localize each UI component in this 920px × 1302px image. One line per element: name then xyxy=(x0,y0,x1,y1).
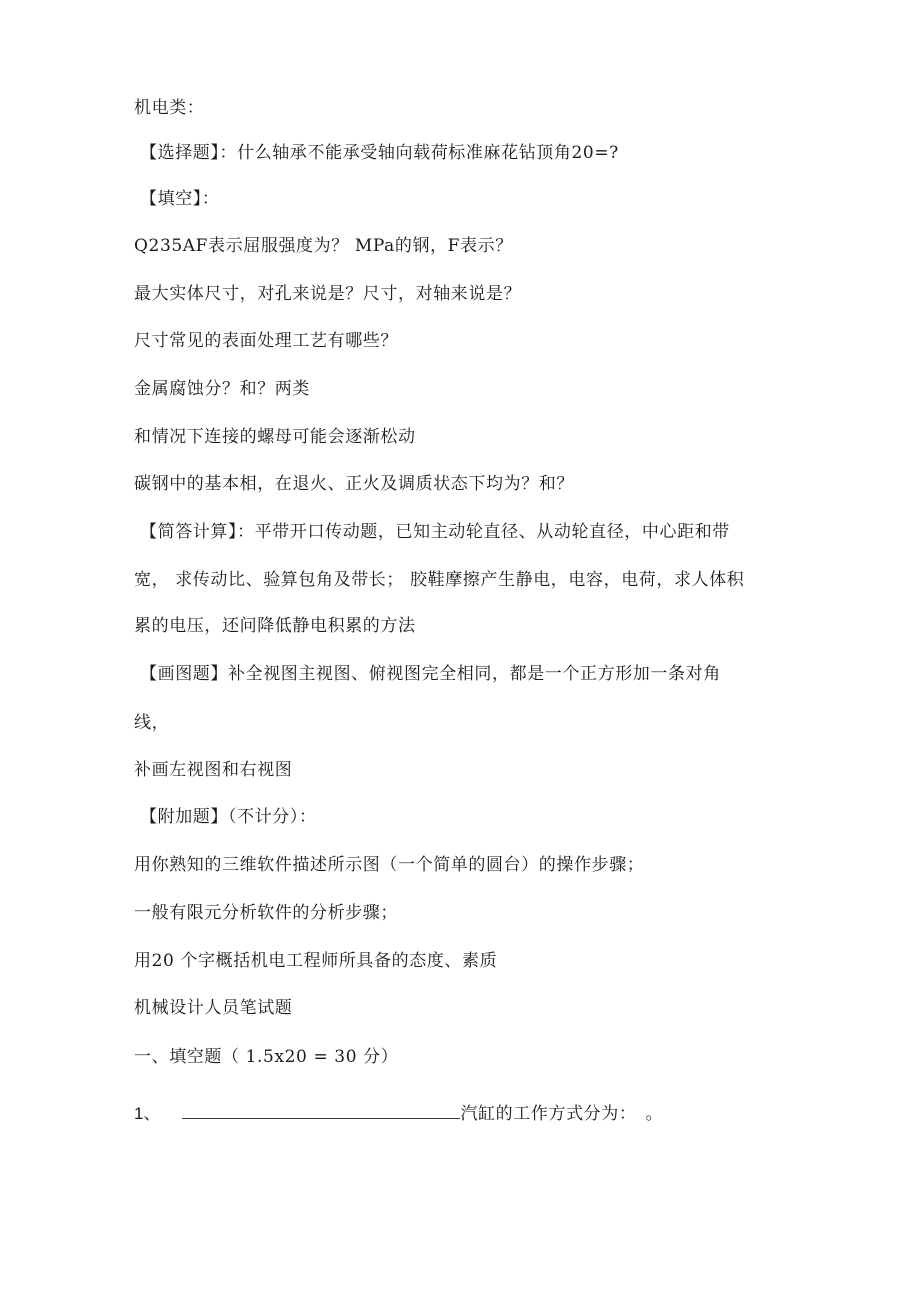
fill-item-1: Q235AF表示屈服强度为？ MPa的钢，F表示？ xyxy=(134,236,513,256)
fill-item-6: 碳钢中的基本相，在退火、正火及调质状态下均为？和？ xyxy=(134,474,574,494)
fill-blank-header: 【填空】： xyxy=(140,189,220,209)
question-1-text: 汽缸的工作方式分为： 。 xyxy=(460,1104,664,1124)
extra-question-3: 用20 个字概括机电工程师所具备的态度、素质 xyxy=(134,951,498,971)
drawing-question-line-3: 补画左视图和右视图 xyxy=(134,760,293,780)
part-one-heading: 一、填空题（ 1.5x20 = 30 分） xyxy=(134,1047,399,1067)
section-title: 机械设计人员笔试题 xyxy=(134,998,293,1018)
extra-question-header: 【附加题】（不计分）： xyxy=(140,807,317,827)
calc-question-line-3: 累的电压，还问降低静电积累的方法 xyxy=(134,616,416,636)
calc-question-line-2: 宽， 求传动比、验算包角及带长； 胶鞋摩擦产生静电，电容，电荷，求人体积 xyxy=(134,570,745,590)
extra-question-2: 一般有限元分析软件的分析步骤； xyxy=(134,903,398,923)
calc-question-line-1: 【简答计算】：平带开口传动题，已知主动轮直径、从动轮直径，中心距和带 xyxy=(140,522,730,542)
question-1 xyxy=(134,1100,663,1126)
question-1-number: 1、 xyxy=(134,1104,161,1123)
answer-blank xyxy=(182,1100,460,1119)
fill-item-5: 和情况下连接的螺母可能会逐渐松动 xyxy=(134,427,416,447)
choice-question: 【选择题】：什么轴承不能承受轴向载荷标准麻花钻顶角20=? xyxy=(140,143,619,163)
drawing-question-line-2: 线， xyxy=(134,713,170,733)
category-heading: 机电类： xyxy=(134,98,205,118)
fill-item-4: 金属腐蚀分？和？两类 xyxy=(134,379,310,399)
fill-item-2: 最大实体尺寸，对孔来说是？尺寸，对轴来说是？ xyxy=(134,284,522,304)
drawing-question-line-1: 【画图题】补全视图主视图、俯视图完全相同，都是一个正方形加一条对角 xyxy=(140,664,721,684)
extra-question-1: 用你熟知的三维软件描述所示图（一个简单的圆台）的操作步骤； xyxy=(134,855,645,875)
fill-item-3: 尺寸常见的表面处理工艺有哪些？ xyxy=(134,331,398,351)
